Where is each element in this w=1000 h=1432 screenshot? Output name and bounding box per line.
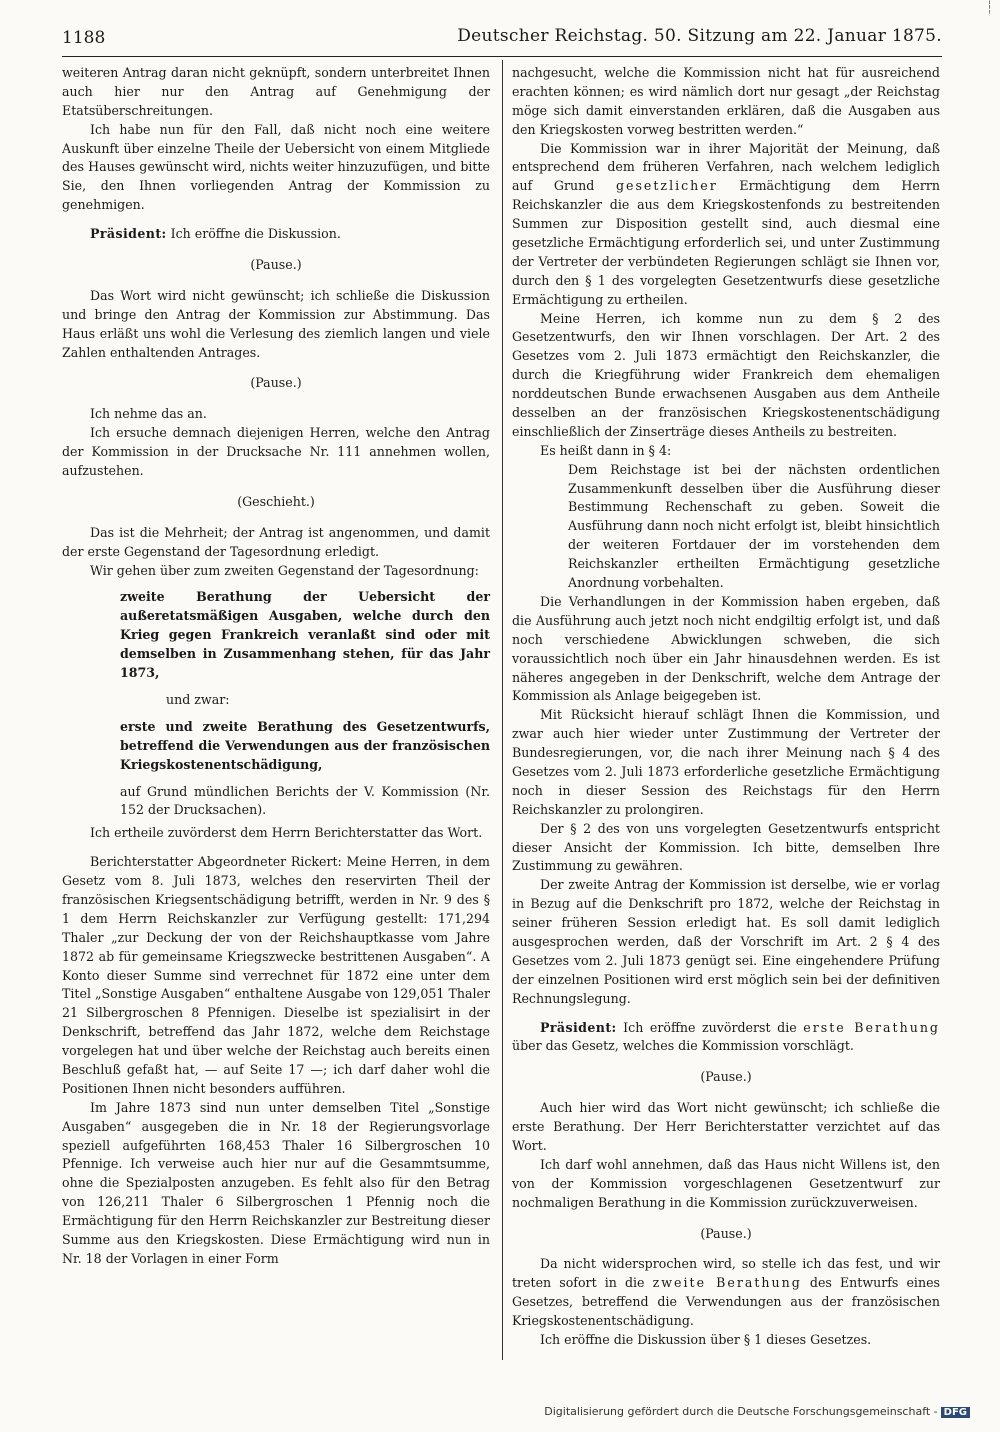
speaker-paragraph [512, 1019, 940, 1057]
paragraph: Ich ersuche demnach diejenigen Herren, welche den Antrag der Kommission in der Drucksache Nr. 111 annehmen wollen, aufzustehen. [62, 425, 490, 479]
paragraph: Der zweite Antrag der Kommission ist derselbe, wie er vorlag in Bezug auf die Denkschrift pro 1872, welche der Reichstag in seiner früheren Session erledigt hat. Es soll damit lediglich ausgesprochen werden, daß der Vorschrift im Art. 2 § 4 des Gesetzes vom 2. Juli 1873 genügt sei. Eine eingehendere Prüfung der einzelnen Positionen wird erst möglich sein bei der definitiven Rechnungslegung. [512, 877, 940, 1006]
speech-text: Ich eröffne die Diskussion. [166, 226, 341, 242]
speaker-label: Berichterstatter Abgeordneter Rickert: [90, 854, 342, 870]
running-title: Deutscher Reichstag. 50. Sitzung am 22. Januar 1875. [457, 26, 942, 46]
paragraph: Ich darf wohl annehmen, daß das Haus nicht Willens ist, den von der Kommission vorgeschlagenen Gesetzentwurf zur nochmaligen Berathung in die Kommission zurückzuverweisen. [512, 1156, 940, 1210]
dfg-logo: DFG [941, 1407, 970, 1418]
paragraph: Es heißt dann in § 4: [540, 442, 672, 458]
pause-note: (Pause.) [250, 257, 302, 273]
paragraph: Mit Rücksicht hierauf schlägt Ihnen die Kommission, und zwar auch hier wieder unter Zustimmung der Vertreter der Bundesregierungen, vor, die nach ihrer Meinung nach § 4 des Gesetzes vom 2. Juli 1873 erforderliche gesetzliche Ermächtigung noch in dieser Session des Reichstags für den Herrn Reichskanzler zu prolongiren. [512, 707, 940, 817]
paragraph: Im Jahre 1873 sind nun unter demselben Titel „Sonstige Ausgaben“ ausgegeben die in Nr. 18 der Regierungsvorlage speziell aufgeführten 168,453 Thaler 16 Silbergroschen 10 Pfennige. Ich verweise auch hier nur auf die Gesammtsumme, ohne die Spezialposten anzugeben. Es fehlt also für den Betrag von 126,211 Thaler 6 Silbergroschen 1 Pfennig noch die Ermächtigung für den Herrn Reichskanzler zur Bestreitung dieser Summe aus den Kriegskosten. Diese Ermächtigung wird nun in Nr. 18 der Vorlagen in einer Form [62, 1099, 490, 1266]
paragraph: Der § 2 des von uns vorgelegten Gesetzentwurfs entspricht dieser Ansicht der Kommission. Ich bitte, demselben Ihre Zustimmung zu gewähren. [512, 820, 940, 874]
paragraph: weiteren Antrag daran nicht geknüpft, sondern unterbreitet Ihnen auch hier nur den Antrag auf Genehmigung der Etatsüberschreitungen. [62, 65, 490, 118]
right-column [512, 64, 940, 1350]
paragraph: Meine Herren, ich komme nun zu dem § 2 des Gesetzentwurfs, den wir Ihnen vorschlagen. Der Art. 2 des Gesetzes vom 2. Juli 1873 ermächtigt den Reichskanzler, die durch die Kriegführung wider Frankreich dem ehemaligen norddeutschen Bunde erwachsenen Ausgaben aus dem Antheile desselben an der französischen Kriegskostenentschädigung einschließlich der Zinserträge dieses Antheils zu bestreiten. [512, 310, 940, 439]
paragraph: Auch hier wird das Wort nicht gewünscht; ich schließe die erste Berathung. Der Herr Berichterstatter verzichtet auf das Wort. [512, 1100, 940, 1153]
speaker-label: Präsident: [90, 226, 167, 242]
speech-text: Meine Herren, in dem Gesetz vom 8. Juli 1873, welches den reservirten Theil der französischen Kriegsentschädigung betrifft, werden in Nr. 9 des § 1 dem Herrn Reichskanzler zur Verfügung gestellt: 171,294 Thaler „zur Deckung der von der Reichshauptkasse vom Jahre 1872 ab für gemeinsame Kriegszwecke bestrittenen Ausgaben“. A Konto dieser Summe sind verrechnet für 1872 eine unter dem Titel „Sonstige Ausgaben“ enthaltene Ausgabe von 129,051 Thaler 21 Silbergroschen 8 Pfennigen. Dieselbe ist spezialisirt in der Denkschrift, betreffend das Jahr 1872, welche dem Reichstage vorgelegen hat und über welche der Reichstag auch bereits einen Beschluß gefaßt hat, — auf Seite 17 —; ich darf daher wohl die Positionen Ihnen nicht besonders aufführen. [62, 854, 490, 1096]
column-divider [502, 60, 503, 1360]
speaker-label: Präsident: [540, 1019, 617, 1035]
speaker-paragraph [62, 853, 490, 1099]
page-header [62, 26, 942, 56]
left-column [62, 64, 490, 1269]
paragraph: Ich eröffne die Diskussion über § 1 dieses Gesetzes. [540, 1332, 872, 1347]
emphasis: zweite Berathung [652, 1275, 802, 1291]
happens-note: (Geschieht.) [237, 493, 315, 509]
emphasis: gesetzlicher [615, 178, 718, 194]
scan-edge-mark: ┆ [986, 0, 994, 14]
paragraph: Ich habe nun für den Fall, daß nicht noch eine weitere Auskunft über einzelne Theile der Uebersicht von einem Mitgliede des Hauses gewünscht wird, nichts weiter hinzuzufügen, und bitte Sie, den Ihnen vorliegenden Antrag der Kommission zu genehmigen. [62, 121, 490, 213]
pause-note: (Pause.) [250, 375, 302, 391]
text-run: Ich eröffne zuvörderst die [616, 1019, 804, 1035]
header-rule [62, 56, 942, 57]
text-run: Ermächtigung dem Herrn Reichskanzler die aus dem Kriegskostenfonds zu bestreitenden Summen zur Disposition gestellt sind, auch diesmal eine gesetzliche Ermächtigung erforderlich sei, und unter Zustimmung der Vertreter der verbündeten Regierungen schlägt sie Ihnen vor, durch den § 1 des vorgelegten Gesetzentwurfs diese gesetzliche Ermächtigung zu ertheilen. [512, 178, 940, 307]
pause-note: (Pause.) [700, 1225, 752, 1241]
paragraph [512, 1255, 940, 1331]
text-run: Da nicht widersprochen wird, so stelle ich das fest, und wir treten sofort in die [512, 1256, 940, 1291]
emphasis: erste Berathung [803, 1019, 940, 1035]
paragraph: Die Verhandlungen in der Kommission haben ergeben, daß die Ausführung auch jetzt noch nicht endgiltig erfolgt ist, und daß noch verschiedene Abwicklungen schweben, die sich voraussichtlich noch über ein Jahr hinausdehnen werden. Es ist näheres angegeben in der Denkschrift, welche dem Antrage der Kommission als Anlage beigegeben ist. [512, 593, 940, 704]
paragraph: Ich nehme das an. [90, 406, 207, 422]
page-number: 1188 [62, 28, 106, 48]
paragraph [512, 140, 940, 310]
paragraph: Wir gehen über zum zweiten Gegenstand der Tagesordnung: [90, 562, 479, 578]
text-run: des Entwurfs eines Gesetzes, betreffend die Verwendungen aus der französischen Kriegskostenentschädigung. [512, 1275, 940, 1329]
pause-note: (Pause.) [700, 1069, 752, 1085]
speaker-paragraph [62, 225, 490, 244]
digitization-footer [544, 1405, 970, 1418]
text-run: Die Kommission war in ihrer Majorität der Meinung, daß entsprechend dem früheren Verfahren, nach welchem lediglich auf Grund [512, 140, 940, 194]
block-quote: Dem Reichstage ist bei der nächsten ordentlichen Zusammenkunft desselben über die Ausführung dieser Bestimmung Rechenschaft zu geben. Soweit die Ausführung dann noch nicht erfolgt ist, bleibt hinsichtlich der weiteren Fortdauer der im vorstehenden dem Reichskanzler ertheilten Ermächtigung gesetzliche Anordnung vorbehalten. [568, 461, 940, 591]
paragraph: Das Wort wird nicht gewünscht; ich schließe die Diskussion und bringe den Antrag der Kommission zur Abstimmung. Das Haus erläßt uns wohl die Verlesung des ziemlich langen und viele Zahlen enthaltenden Antrages. [62, 287, 490, 360]
paragraph: Das ist die Mehrheit; der Antrag ist angenommen, und damit der erste Gegenstand der Tagesordnung erledigt. [62, 524, 490, 559]
footer-text: Digitalisierung gefördert durch die Deutsche Forschungsgemeinschaft - [544, 1405, 938, 1418]
agenda-connector: und zwar: [166, 691, 230, 707]
paragraph: nachgesucht, welche die Kommission nicht hat für ausreichend erachten können; es wird nämlich dort nur gesagt „der Reichstag möge sich damit einverstanden erklären, daß die Ausgaben aus den Kriegskosten vorweg bestritten werden.“ [512, 65, 940, 137]
paragraph: Ich ertheile zuvörderst dem Herrn Berichterstatter das Wort. [90, 825, 483, 841]
agenda-item: zweite Berathung der Uebersicht der außeretatsmäßigen Ausgaben, welche durch den Krieg gegen Frankreich veranlaßt sind oder mit demselben in Zusammenhang stehen, für das Jahr 1873, [120, 589, 490, 681]
agenda-note: auf Grund mündlichen Berichts der V. Kommission (Nr. 152 der Drucksachen). [120, 783, 490, 818]
agenda-item: erste und zweite Berathung des Gesetzentwurfs, betreffend die Verwendungen aus der französischen Kriegskostenentschädigung, [120, 718, 490, 772]
text-run: über das Gesetz, welches die Kommission vorschlägt. [512, 1038, 854, 1054]
